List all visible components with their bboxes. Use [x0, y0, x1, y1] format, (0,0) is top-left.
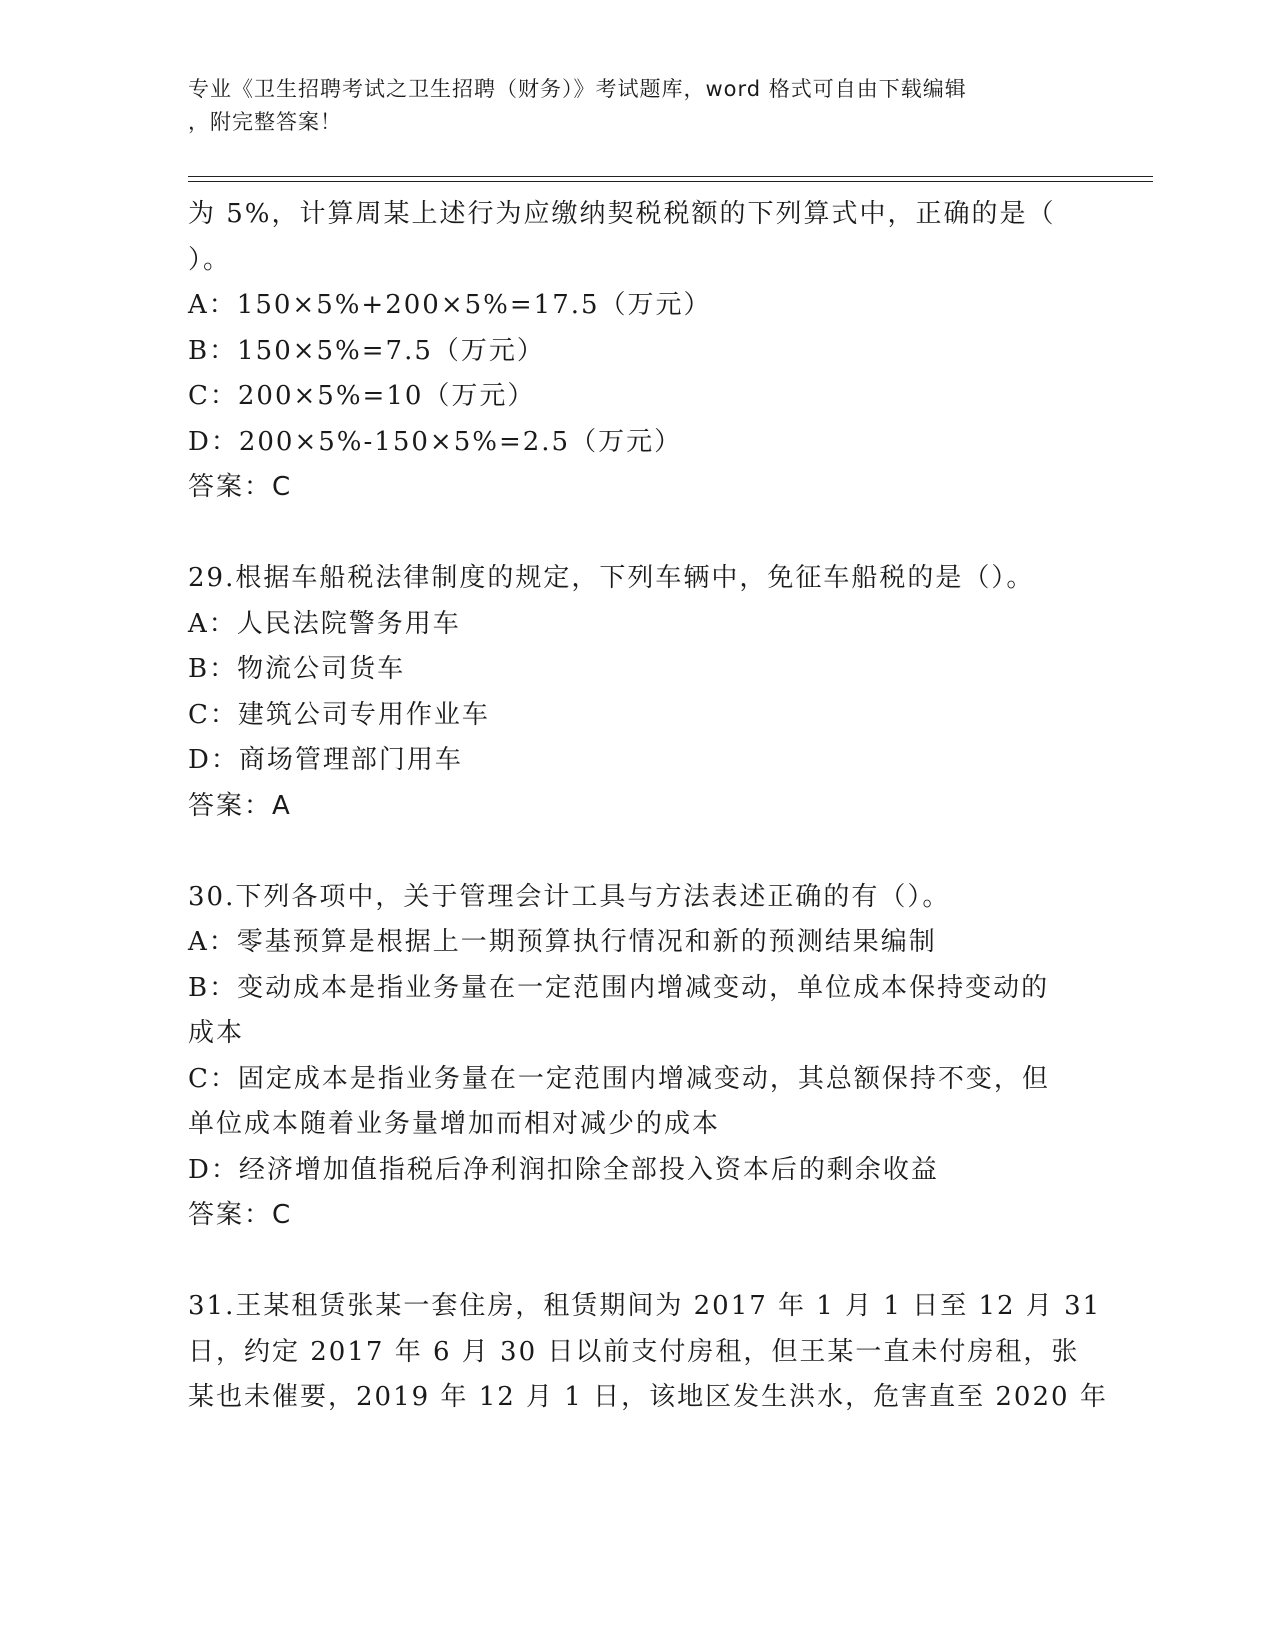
question-28-option-d: D：200×5%-150×5%=2.5（万元） — [188, 426, 683, 457]
question-28 — [188, 192, 1088, 511]
question-28-stem-line-1: 为 5%，计算周某上述行为应缴纳契税税额的下列算式中，正确的是（ — [188, 199, 1056, 229]
question-30-option-d: D：经济增加值指税后净利润扣除全部投入资本后的剩余收益 — [188, 1154, 939, 1185]
question-30-option-b-line-2: 成本 — [188, 1018, 245, 1048]
question-29-stem: 29.根据车船税法律制度的规定，下列车辆中，免征车船税的是（）。 — [188, 563, 1035, 593]
question-29-answer: 答案：A — [188, 790, 292, 821]
question-29-option-c: C：建筑公司专用作业车 — [188, 699, 490, 730]
question-29-option-b: B：物流公司货车 — [188, 654, 406, 684]
question-30-stem: 30.下列各项中，关于管理会计工具与方法表述正确的有（）。 — [188, 881, 951, 912]
question-28-option-b: B：150×5%=7.5（万元） — [188, 335, 545, 366]
question-28-option-a: A：150×5%+200×5%=17.5（万元） — [188, 290, 712, 320]
header-line-2: ，附完整答案！ — [188, 110, 342, 134]
question-spacer — [188, 1239, 1088, 1285]
question-28-option-c: C：200×5%=10（万元） — [188, 381, 536, 411]
question-content — [188, 192, 1108, 1421]
header-divider-top — [188, 176, 1153, 177]
question-30-option-c-line-2: 单位成本随着业务量增加而相对减少的成本 — [188, 1109, 721, 1139]
question-31-stem-line-1: 31.王某租赁张某一套住房，租赁期间为 2017 年 1 月 1 日至 12 月 31 — [188, 1291, 1102, 1321]
question-30-option-a: A：零基预算是根据上一期预算执行情况和新的预测结果编制 — [188, 927, 937, 957]
header-divider-bottom — [188, 181, 1153, 182]
question-28-answer: 答案：C — [188, 472, 293, 502]
question-29 — [188, 556, 1088, 829]
header-line-1: 专业《卫生招聘考试之卫生招聘（财务）》考试题库，word 格式可自由下载编辑 — [188, 77, 967, 101]
question-31-stem-line-2: 日，约定 2017 年 6 月 30 日以前支付房租，但王某一直未付房租，张 — [188, 1336, 1080, 1367]
question-28-stem-line-2: ）。 — [188, 244, 232, 275]
question-spacer — [188, 829, 1088, 875]
question-30-option-b-line-1: B：变动成本是指业务量在一定范围内增减变动，单位成本保持变动的 — [188, 972, 1050, 1003]
question-30-option-c-line-1: C：固定成本是指业务量在一定范围内增减变动，其总额保持不变，但 — [188, 1063, 1050, 1094]
question-spacer — [188, 511, 1088, 557]
question-29-option-d: D：商场管理部门用车 — [188, 745, 463, 775]
question-31-stem-line-3: 某也未催要，2019 年 12 月 1 日，该地区发生洪水，危害直至 2020 年 — [188, 1382, 1108, 1412]
document-header — [188, 73, 1068, 139]
question-29-option-a: A：人民法院警务用车 — [188, 608, 461, 639]
question-30 — [188, 875, 1088, 1239]
question-30-answer: 答案：C — [188, 1200, 293, 1230]
question-31 — [188, 1284, 1108, 1421]
